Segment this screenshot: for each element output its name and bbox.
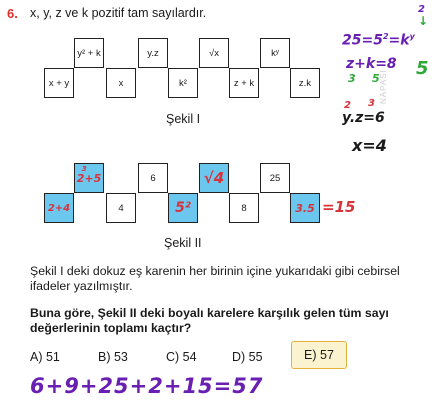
hw-fig2-top-3: √4	[203, 169, 225, 187]
hw-side-line-3: y.z=6	[342, 110, 385, 126]
figure-2-caption: Şekil II	[164, 236, 202, 250]
option-c[interactable]: C) 54	[166, 350, 197, 364]
hw-side-line-1: $25=5^2=k^y$	[342, 32, 415, 49]
fig2-bottom-cell-4: 8	[229, 193, 259, 223]
fig2-top-cell-2: 6	[138, 163, 168, 193]
fig2-bottom-cell-1	[44, 193, 74, 223]
watermark: NAPASI	[379, 69, 388, 104]
fig1-top-cell-2: y.z	[138, 38, 168, 68]
hw-fig2-top-1: 2+5 3	[76, 164, 102, 185]
hw-side-y-value: 2	[344, 100, 351, 111]
fig2-bottom-cell-5	[290, 193, 320, 223]
hw-fig2-bottom-1: 2+4	[47, 202, 71, 214]
question-number: 6.	[7, 6, 18, 21]
fig1-bottom-cell-5: z.k	[290, 68, 320, 98]
fig1-top-cell-1: y² + k	[74, 38, 104, 68]
hw-side-line-4: x=4	[352, 136, 387, 155]
question-statement: x, y, z ve k pozitif tam sayılardır.	[30, 6, 207, 20]
fig2-bottom-cell-2: 4	[106, 193, 136, 223]
fig2-bottom-cell-3	[168, 193, 198, 223]
option-e[interactable]: E) 57	[291, 341, 347, 369]
hw-fig2-bottom-3: 5²	[175, 200, 191, 216]
fig1-bottom-cell-4: z + k	[229, 68, 259, 98]
fig1-bottom-cell-3: k²	[168, 68, 198, 98]
hw-side-line-2-k: 5	[372, 72, 380, 85]
option-b[interactable]: B) 53	[98, 350, 128, 364]
hw-fig2-bottom-5: 3.5	[295, 201, 315, 215]
fig1-top-cell-4: kʸ	[260, 38, 290, 68]
hw-fig2-result: =15	[322, 198, 356, 216]
problem-paragraph: Şekil I deki dokuz eş karenin her birinin içine yukarıdaki gibi cebirsel ifadeler yazılmıştır.	[30, 264, 400, 293]
problem-question: Buna göre, Şekil II deki boyalı karelere karşılık gelen tüm sayı değerlerinin toplamı kaçtır?	[30, 306, 389, 335]
option-a[interactable]: A) 51	[30, 350, 60, 364]
fig2-top-cell-3	[199, 163, 229, 193]
hw-final-sum: 6+9+25+2+15=57	[30, 374, 264, 398]
option-d[interactable]: D) 55	[232, 350, 263, 364]
hw-side-line-2-z: 3	[348, 72, 356, 85]
fig2-top-cell-4: 25	[260, 163, 290, 193]
hw-side-five: 5	[416, 58, 429, 79]
figure-1-caption: Şekil I	[166, 112, 201, 126]
hw-side-top-number: 2	[418, 4, 425, 15]
fig1-top-cell-3: √x	[199, 38, 229, 68]
fig1-bottom-cell-2: x	[106, 68, 136, 98]
fig2-top-cell-1	[74, 163, 104, 193]
fig1-bottom-cell-1: x + y	[44, 68, 74, 98]
hw-side-top-arrow: ↓	[418, 14, 429, 28]
hw-side-line-2: z+k=8	[346, 56, 397, 72]
hw-side-z-value: 3	[368, 98, 375, 109]
